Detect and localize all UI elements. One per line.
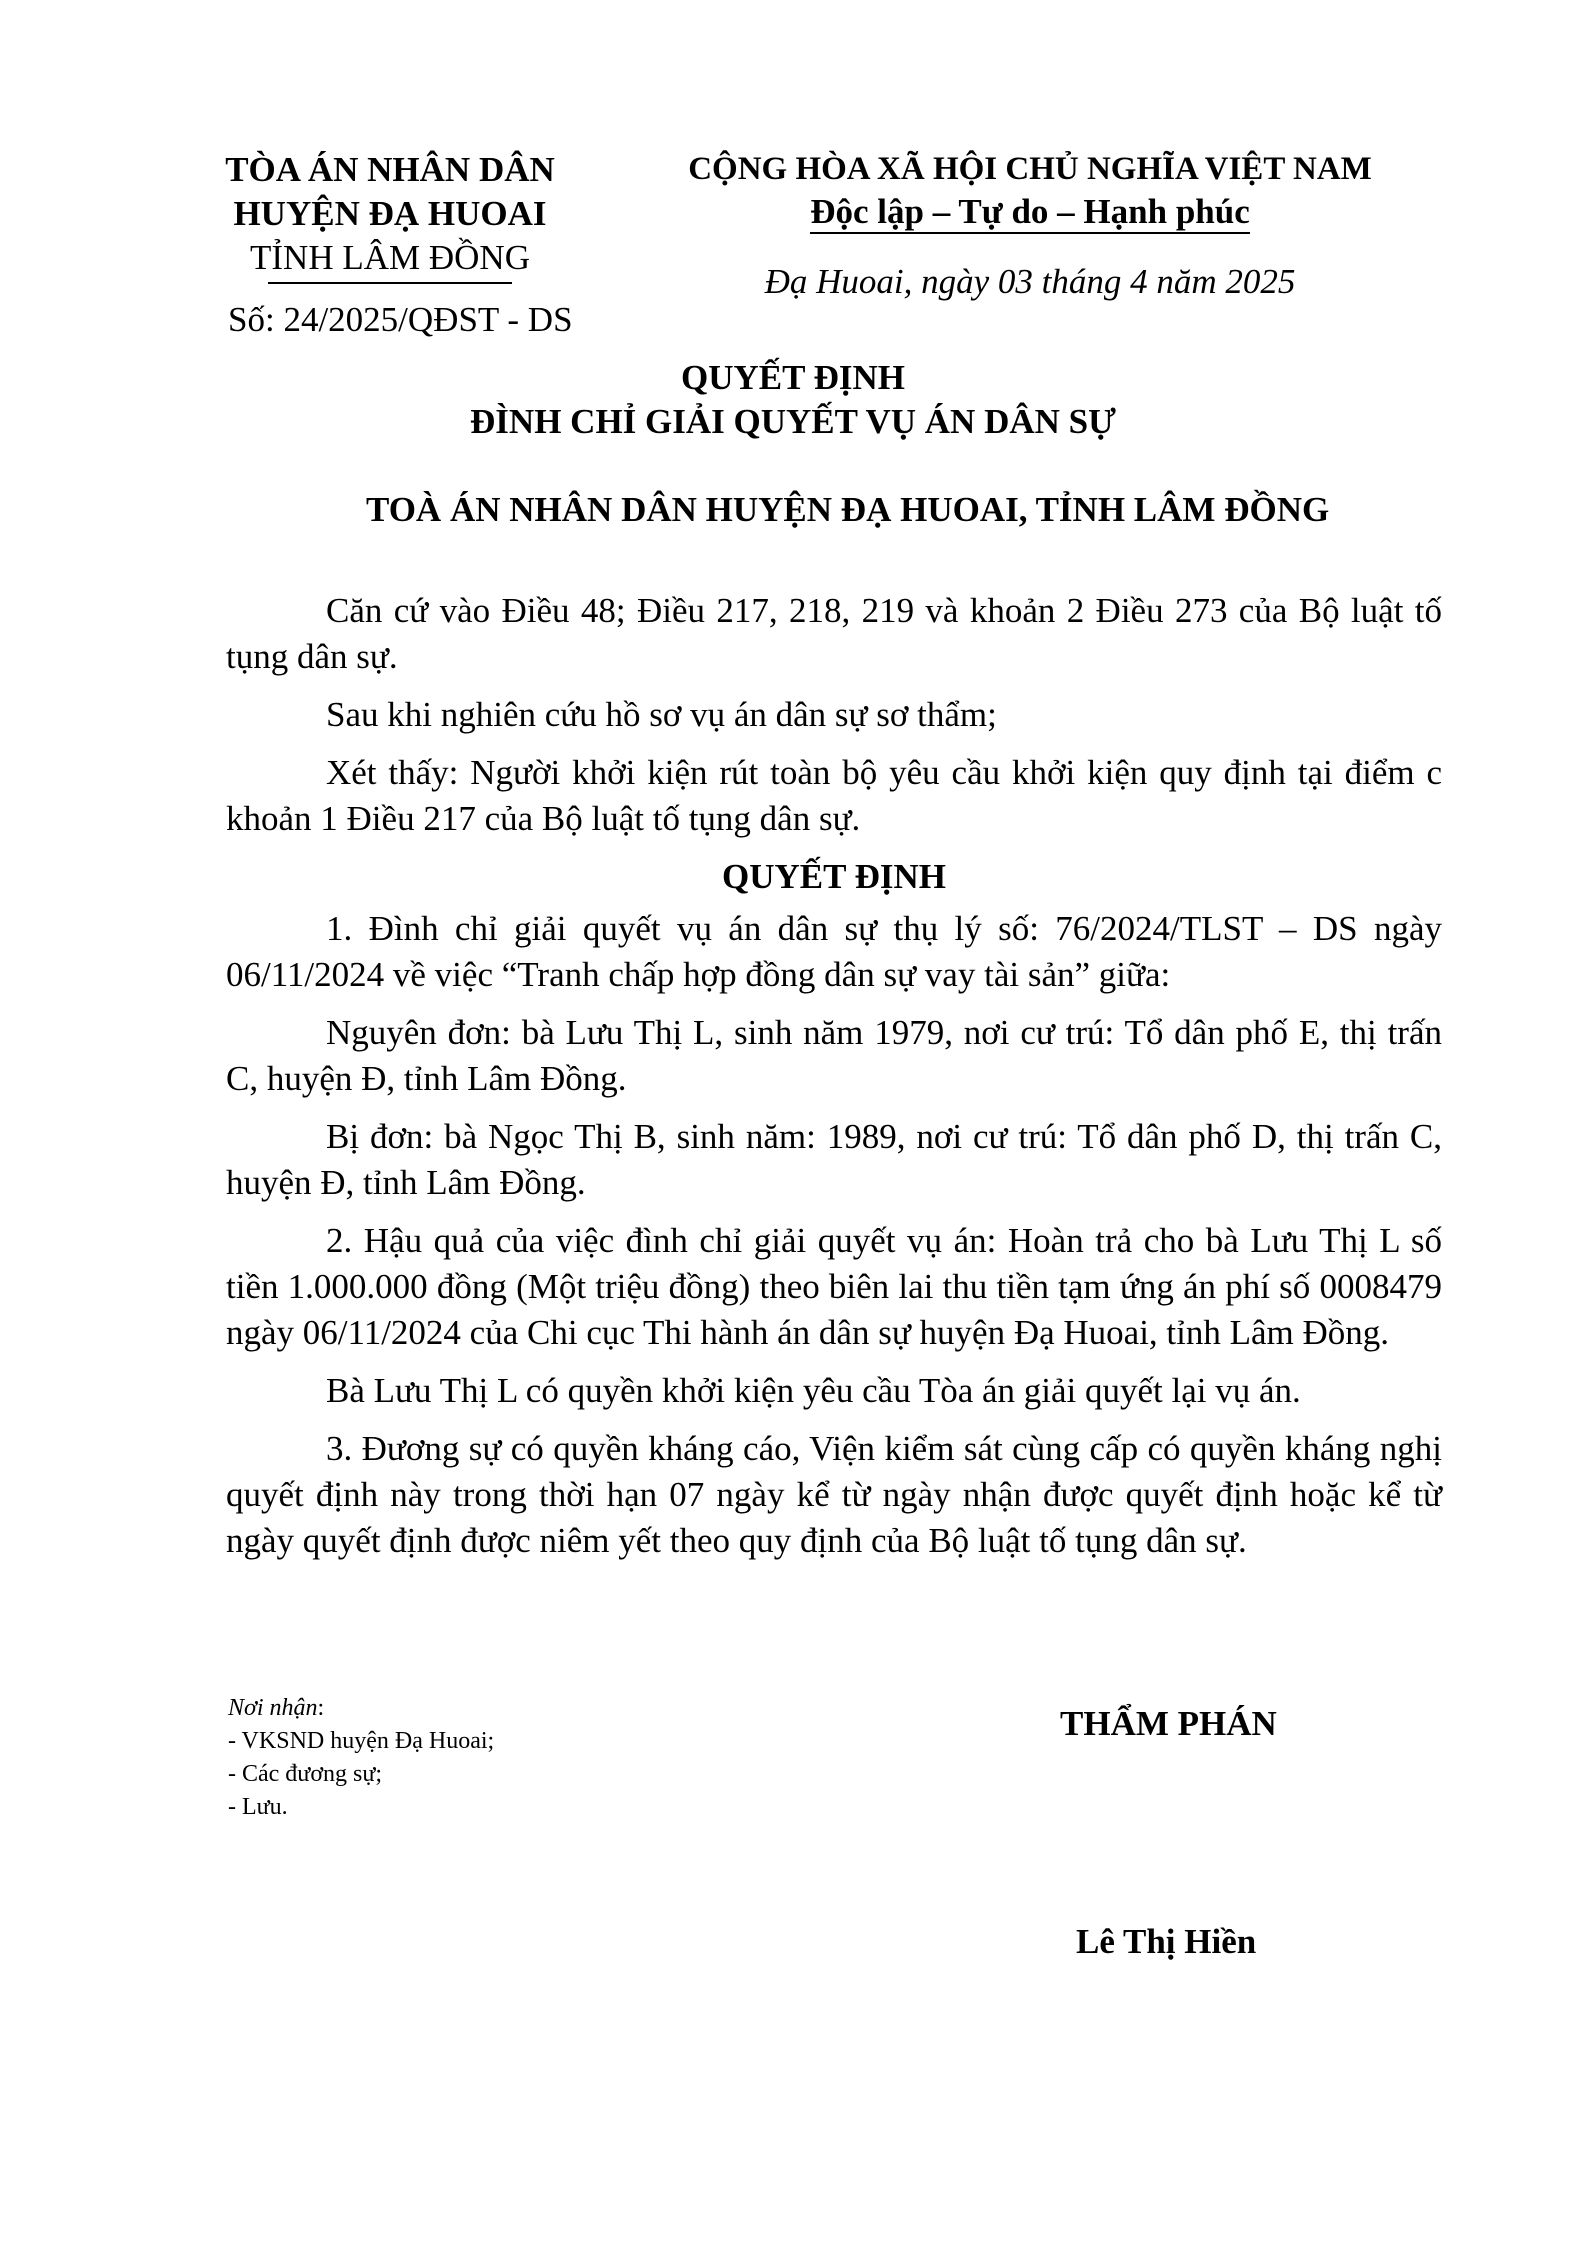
review-paragraph: Sau khi nghiên cứu hồ sơ vụ án dân sự sơ thẩm;	[326, 695, 997, 734]
title-line2: ĐÌNH CHỈ GIẢI QUYẾT VỤ ÁN DÂN SỰ	[470, 402, 1116, 441]
findings-paragraph: Xét thấy: Người khởi kiện rút toàn bộ yêu cầu khởi kiện quy định tại điểm c khoản 1 Điều 217 của Bộ luật tố tụng dân sự.	[226, 753, 1442, 838]
header-divider	[268, 282, 512, 284]
national-motto-text: Độc lập – Tự do – Hạnh phúc	[810, 192, 1250, 234]
signer-title: THẨM PHÁN	[1060, 1704, 1277, 1743]
plaintiff-paragraph: Nguyên đơn: bà Lưu Thị L, sinh năm 1979, nơi cư trú: Tổ dân phố E, thị trấn C, huyện Đ, tỉnh Lâm Đồng.	[226, 1013, 1442, 1098]
nation-name: CỘNG HÒA XÃ HỘI CHỦ NGHĨA VIỆT NAM	[688, 151, 1372, 187]
signer-name: Lê Thị Hiền	[1076, 1922, 1257, 1961]
decision-item-2: 2. Hậu quả của việc đình chỉ giải quyết vụ án: Hoàn trả cho bà Lưu Thị L số tiền 1.000.000 đồng (Một triệu đồng) theo biên lai thu tiền tạm ứng án phí số 0008479 ngày 06/11/2024 của Chi cục Thi hành án dân sự huyện Đạ Huoai, tỉnh Lâm Đồng.	[226, 1221, 1442, 1352]
plaintiff-right-paragraph: Bà Lưu Thị L có quyền khởi kiện yêu cầu Tòa án giải quyết lại vụ án.	[326, 1371, 1301, 1410]
court-name-line3: TỈNH LÂM ĐỒNG	[250, 238, 530, 277]
recipient-item: - Các đương sự;	[228, 1761, 383, 1787]
document-number: Số: 24/2025/QĐST - DS	[228, 300, 573, 339]
decision-heading: QUYẾT ĐỊNH	[722, 857, 946, 896]
recipients-heading: Nơi nhận	[228, 1695, 318, 1721]
court-name-line2: HUYỆN ĐẠ HUOAI	[233, 194, 547, 233]
place-and-date: Đạ Huoai, ngày 03 tháng 4 năm 2025	[764, 262, 1296, 301]
recipient-item: - Lưu.	[228, 1794, 288, 1820]
national-motto	[640, 190, 1420, 234]
national-header	[640, 148, 1420, 304]
issuing-court: TOÀ ÁN NHÂN DÂN HUYỆN ĐẠ HUOAI, TỈNH LÂM ĐỒNG	[366, 490, 1330, 529]
recipients-heading-line	[228, 1692, 494, 1725]
court-header	[190, 148, 590, 284]
recipients-block	[228, 1692, 494, 1824]
recipient-item: - VKSND huyện Đạ Huoai;	[228, 1728, 495, 1754]
decision-item-3: 3. Đương sự có quyền kháng cáo, Viện kiểm sát cùng cấp có quyền kháng nghị quyết định này trong thời hạn 07 ngày kể từ ngày nhận được quyết định hoặc kể từ ngày quyết định được niêm yết theo quy định của Bộ luật tố tụng dân sự.	[226, 1429, 1442, 1560]
title-line1: QUYẾT ĐỊNH	[681, 358, 905, 397]
legal-basis-paragraph: Căn cứ vào Điều 48; Điều 217, 218, 219 và khoản 2 Điều 273 của Bộ luật tố tụng dân sự.	[226, 591, 1442, 676]
recipients-colon: :	[317, 1695, 325, 1721]
document-title	[0, 356, 1586, 444]
document-body	[226, 588, 1442, 1576]
decision-item-1: 1. Đình chỉ giải quyết vụ án dân sự thụ lý số: 76/2024/TLST – DS ngày 06/11/2024 về việc “Tranh chấp hợp đồng dân sự vay tài sản” giữa:	[226, 909, 1442, 994]
court-name-line1: TÒA ÁN NHÂN DÂN	[225, 150, 555, 189]
defendant-paragraph: Bị đơn: bà Ngọc Thị B, sinh năm: 1989, nơi cư trú: Tổ dân phố D, thị trấn C, huyện Đ, tỉnh Lâm Đồng.	[226, 1117, 1442, 1202]
